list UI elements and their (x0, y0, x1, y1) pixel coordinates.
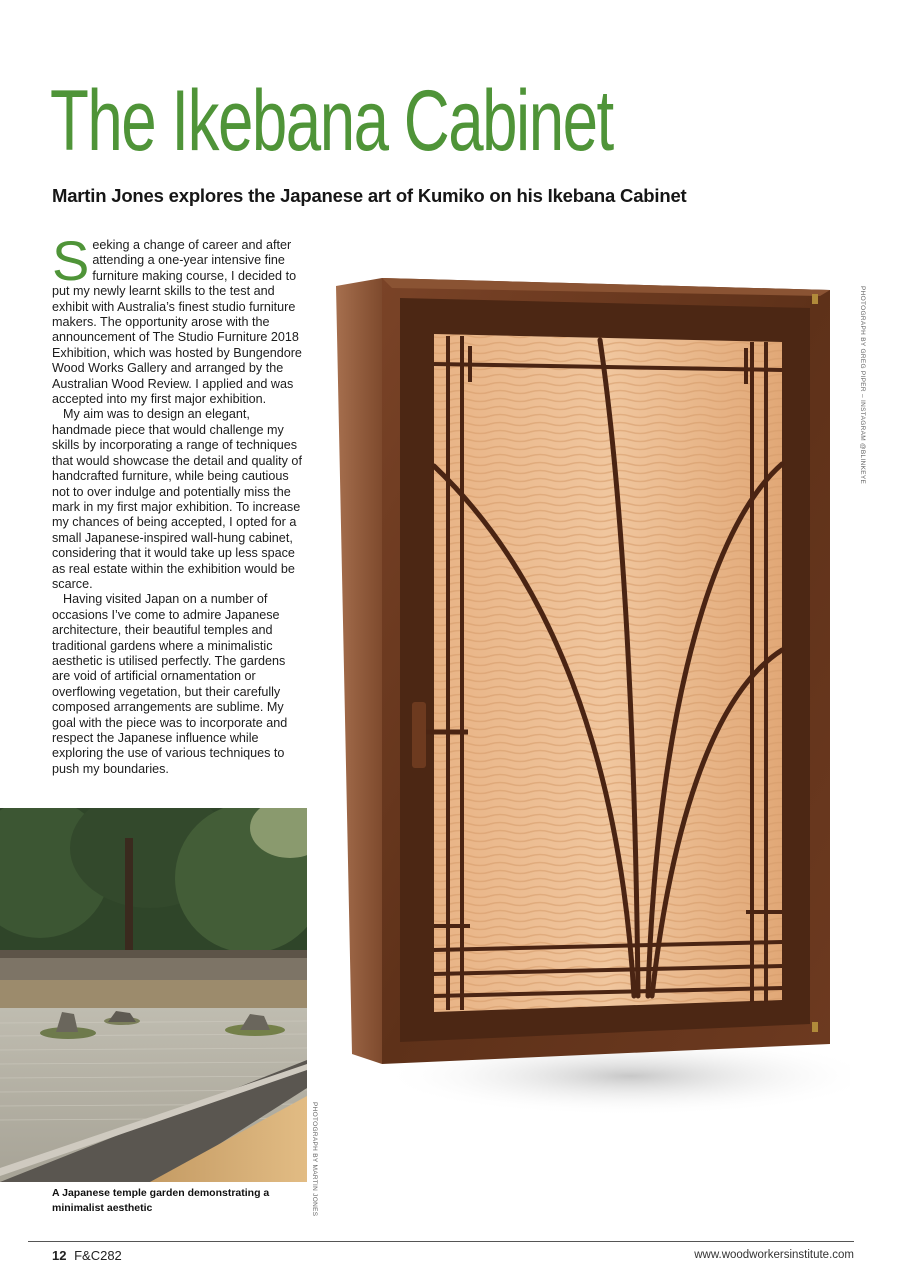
article-subtitle: Martin Jones explores the Japanese art of Kumiko on his Ikebana Cabinet (52, 185, 687, 206)
website-link[interactable]: www.woodworkersinstitute.com (694, 1249, 854, 1261)
garden-photo-credit: PHOTOGRAPH BY MARTIN JONES (311, 1102, 318, 1217)
paragraph-2: My aim was to design an elegant, handmade piece that would challenge my skills by incorporating a range of techniques that would showcase the detail and quality of handcrafted furniture, while being cautious not to over indulge and potentially miss the mark in my first major exhibition. To increase my chances of being accepted, I opted for a small Japanese-inspired wall-hung cabinet, considering that it would take up less space as real estate within the exhibition would be scarce. (52, 407, 302, 591)
garden-photo (0, 808, 307, 1182)
issue-label: F&C282 (74, 1248, 122, 1263)
garden-illustration (0, 808, 307, 1182)
footer-rule (28, 1241, 854, 1242)
paragraph-1 (52, 229, 304, 407)
page-number: 12 (52, 1248, 67, 1263)
paragraph-1-text: eeking a change of career and after attending a one-year intensive fine furniture making course, I decided to put my newly learnt skills to the test and exhibit with Australia’s finest studio furniture makers. The opportunity arose with the announcement of The Studio Furniture 2018 Exhibition, which was hosted by Bungendore Wood Works Gallery and arranged by the Australian Wood Review. I applied and was accepted into my first major exhibition. (52, 238, 302, 407)
drop-cap: S (52, 229, 90, 292)
article-title: The Ikebana Cabinet (50, 73, 613, 169)
paragraph-3: Having visited Japan on a number of occasions I’ve come to admire Japanese architecture, their beautiful temples and traditional gardens where a minimalistic aesthetic is utilised perfectly. The gardens are void of artificial ornamentation or overflowing vegetation, but their carefully composed arrangements are sublime. My goal with the piece was to incorporate and respect the Japanese influence while exploring the use of various techniques to push my boundaries. (52, 592, 288, 776)
cabinet-illustration (330, 276, 850, 1126)
cabinet-photo-credit: PHOTOGRAPH BY GREG PIPER – INSTAGRAM @BLINKEYE (859, 286, 866, 485)
article-body (52, 229, 304, 777)
page-folio (52, 1248, 122, 1263)
cabinet-photo (330, 276, 850, 1126)
garden-caption: A Japanese temple garden demonstrating a minimalist aesthetic (52, 1187, 270, 1214)
